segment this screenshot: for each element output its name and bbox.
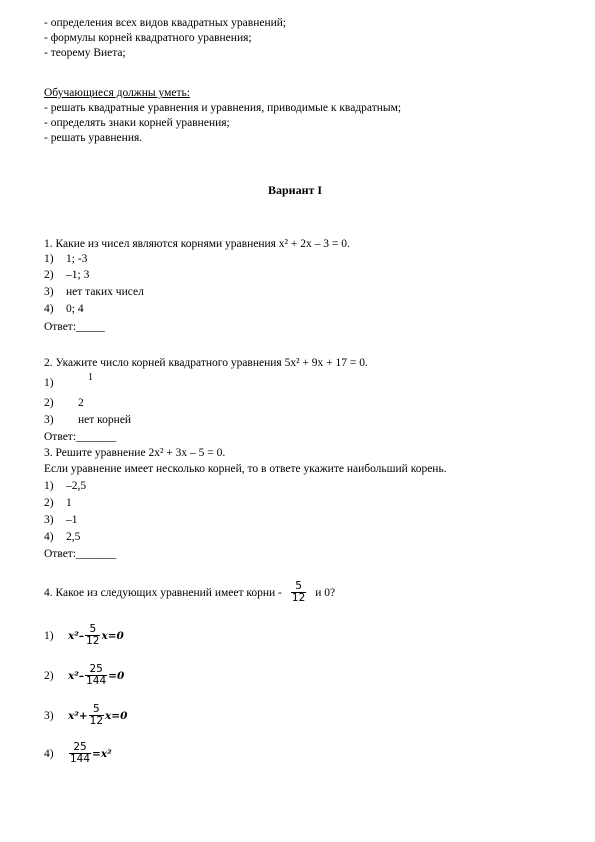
q3-note: Если уравнение имеет несколько корней, то в ответе укажите наибольший корень. bbox=[44, 463, 447, 475]
q1-option-3: 3) нет таких чисел bbox=[44, 286, 144, 298]
q1-option-1: 1) 1; -3 bbox=[44, 253, 88, 265]
q3-option-4: 4) 2,5 bbox=[44, 531, 81, 543]
q3-option-1: 1) –2,5 bbox=[44, 480, 87, 492]
q3-option-3: 3) –1 bbox=[44, 514, 78, 526]
q4-option-3: 3) x²+ $\frac{5}{12}$ x=0 bbox=[44, 703, 128, 727]
skill-item-2: - определять знаки корней уравнения; bbox=[44, 117, 230, 129]
q2-option-3: 3) нет корней bbox=[44, 414, 132, 426]
q4-option-1: 1) x²– $\frac{5}{12}$ x=0 bbox=[44, 623, 124, 647]
q4-option-4: 4) $\frac{25}{144}$ =x² bbox=[44, 741, 112, 765]
q2-option-1: 1) 1 bbox=[44, 372, 93, 389]
q2-answer: Ответ:_______ bbox=[44, 431, 117, 443]
q3-answer: Ответ:_______ bbox=[44, 548, 117, 560]
q3-option-2: 2) 1 bbox=[44, 497, 72, 509]
q2-option-2: 2) 2 bbox=[44, 397, 84, 409]
know-item-3: - теорему Виета; bbox=[44, 47, 126, 59]
q2-text: 2. Укажите число корней квадратного уравнения 5x² + 9x + 17 = 0. bbox=[44, 357, 368, 369]
q4-text: 4. Какое из следующих уравнений имеет корни - $\frac{5}{12}$ и 0? bbox=[44, 580, 336, 604]
q1-answer: Ответ:_____ bbox=[44, 321, 105, 333]
q1-option-4: 4) 0; 4 bbox=[44, 303, 84, 315]
variant-title: Вариант I bbox=[268, 183, 323, 197]
q4-fraction: $\frac{5}{12}$ bbox=[291, 580, 306, 604]
skills-heading: Обучающиеся должны уметь: bbox=[44, 87, 190, 99]
q1-text: 1. Какие из чисел являются корнями уравнения x² + 2x – 3 = 0. bbox=[44, 238, 350, 250]
q4-option-2: 2) x²– $\frac{25}{144}$ =0 bbox=[44, 663, 125, 687]
q3-text: 3. Решите уравнение 2x² + 3x – 5 = 0. bbox=[44, 447, 226, 459]
know-item-2: - формулы корней квадратного уравнения; bbox=[44, 32, 252, 44]
skill-item-3: - решать уравнения. bbox=[44, 132, 143, 144]
know-item-1: - определения всех видов квадратных уравнений; bbox=[44, 17, 287, 29]
q1-option-2: 2) –1; 3 bbox=[44, 269, 90, 281]
skill-item-1: - решать квадратные уравнения и уравнения, приводимые к квадратным; bbox=[44, 102, 402, 114]
